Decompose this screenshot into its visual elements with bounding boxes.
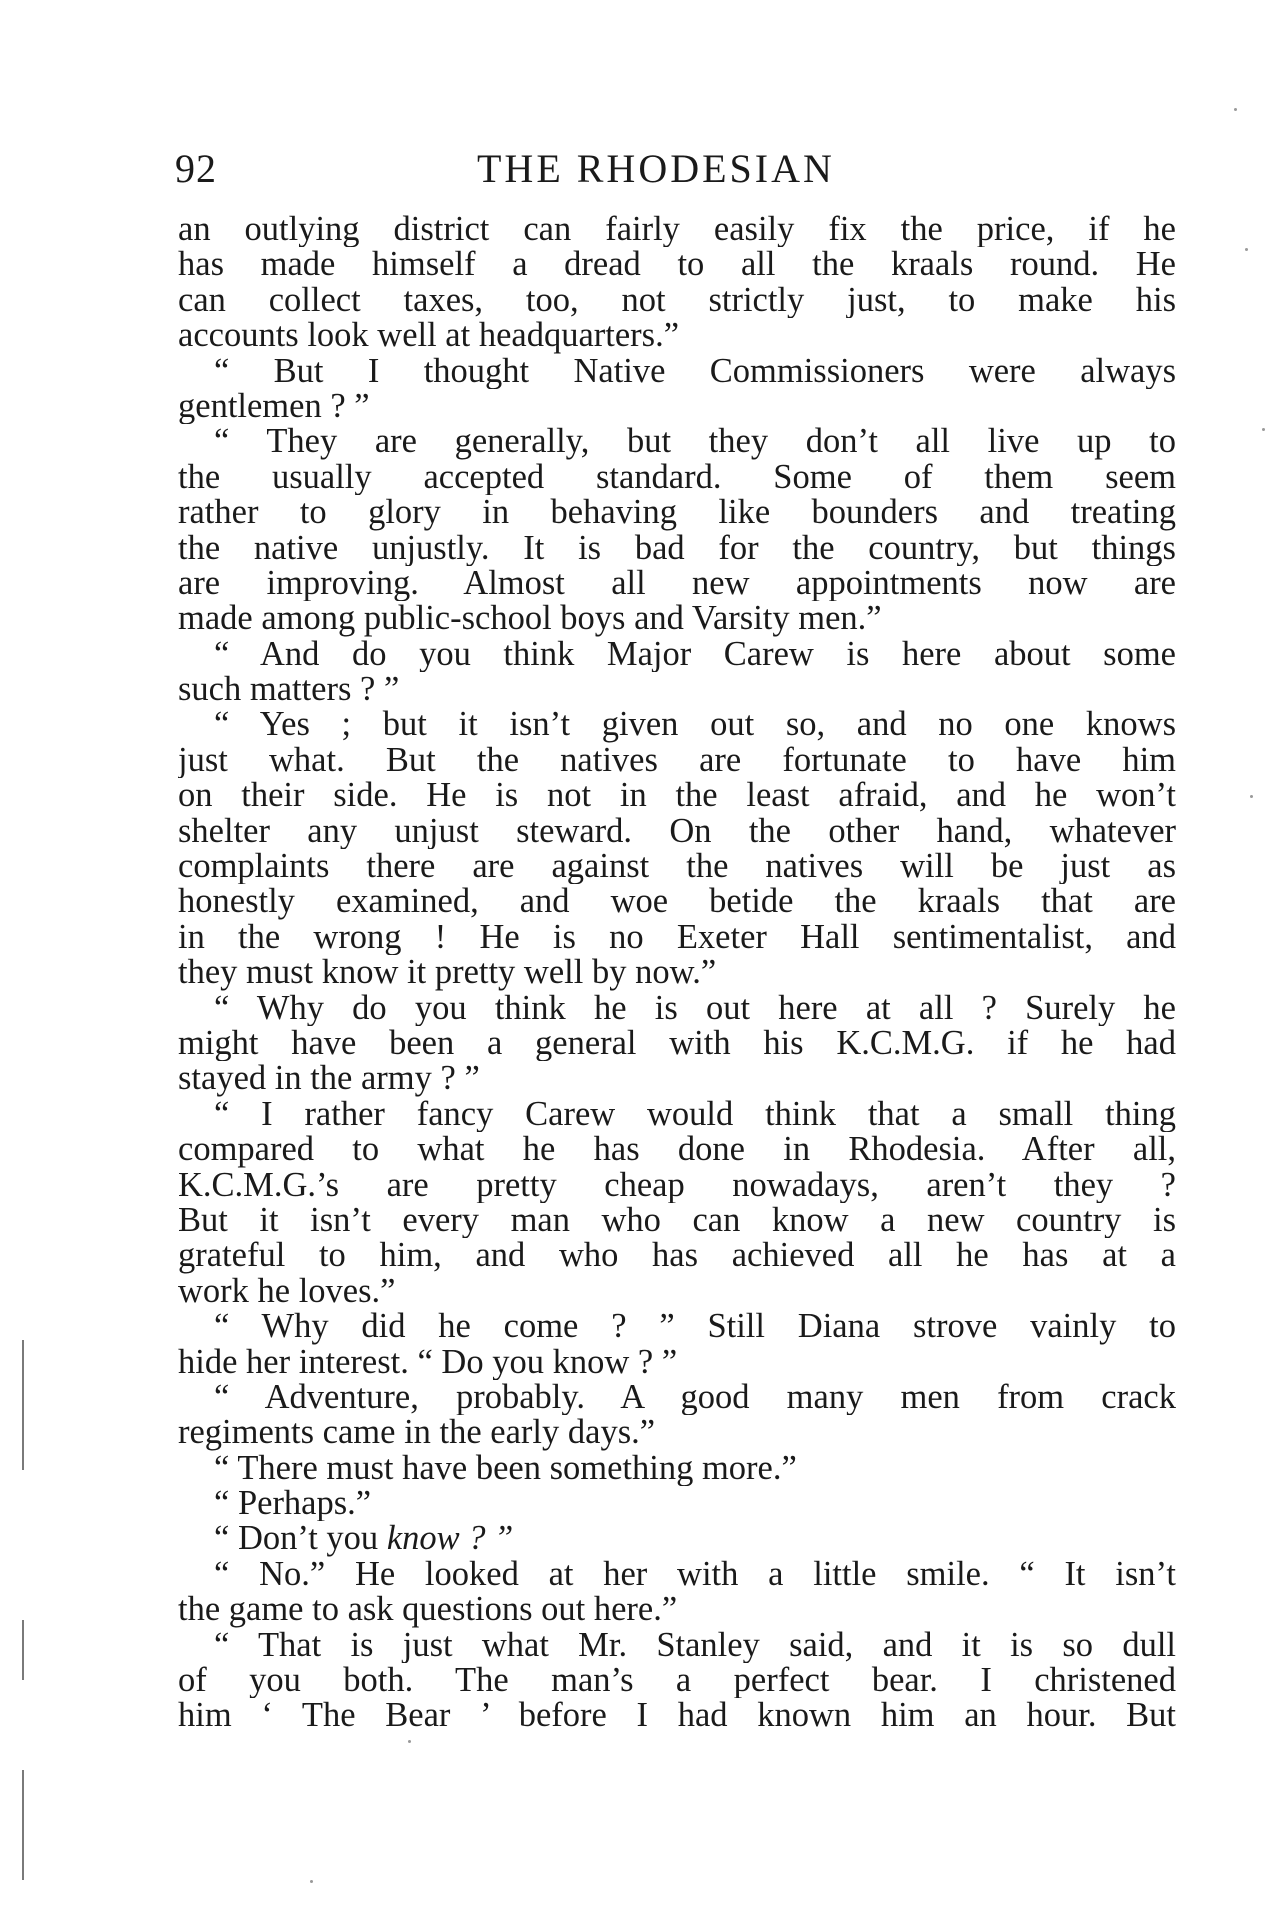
body-text: [178, 212, 1176, 1734]
text-line: can collect taxes, too, not strictly just, to make his: [178, 282, 1176, 319]
binding-rule: [22, 1340, 24, 1470]
text-line: are improving. Almost all new appointments now are: [178, 565, 1176, 602]
text-line: shelter any unjust steward. On the other hand, whatever: [178, 813, 1176, 850]
running-head: [175, 145, 1175, 195]
text-line: But it isn’t every man who can know a new country is: [178, 1202, 1176, 1239]
scan-speck: [1234, 108, 1237, 111]
text-line: compared to what he has done in Rhodesia. After all,: [178, 1132, 1176, 1168]
text-line: they must know it pretty well by now.”: [178, 955, 717, 991]
text-line: an outlying district can fairly easily fix the price, if he: [178, 212, 1176, 248]
text-line: might have been a general with his K.C.M.G. if he had: [178, 1025, 1176, 1062]
text-line: regiments came in the early days.”: [178, 1415, 656, 1451]
text-line: “ There must have been something more.”: [214, 1450, 797, 1487]
scan-speck: [1250, 795, 1253, 798]
text-line: accounts look well at headquarters.”: [178, 318, 680, 354]
text-line: “ And do you think Major Carew is here about some: [214, 636, 1176, 673]
text-line: grateful to him, and who has achieved all he has at a: [178, 1238, 1176, 1274]
binding-rule: [22, 1620, 24, 1680]
text-line: rather to glory in behaving like bounders and treating: [178, 495, 1176, 531]
page-number: 92: [175, 146, 217, 191]
text-line: [178, 1521, 1176, 1556]
text-line: the game to ask questions out here.”: [178, 1592, 678, 1628]
text-line: has made himself a dread to all the kraals round. He: [178, 247, 1176, 283]
scan-speck: [310, 1880, 313, 1883]
text-fragment: “ Don’t you: [214, 1521, 379, 1557]
text-line: “ Adventure, probably. A good many men from crack: [214, 1379, 1176, 1416]
text-line: “ Yes ; but it isn’t given out so, and no one knows: [214, 707, 1176, 743]
text-line: the usually accepted standard. Some of them seem: [178, 459, 1176, 496]
text-line: stayed in the army ? ”: [178, 1061, 480, 1097]
text-line: him ‘ The Bear ’ before I had known him an hour. But: [178, 1698, 1176, 1734]
text-line: work he loves.”: [178, 1273, 396, 1310]
scan-speck: [408, 1740, 411, 1743]
text-line: on their side. He is not in the least afraid, and he won’t: [178, 778, 1176, 814]
text-line: “ But I thought Native Commissioners were always: [214, 353, 1176, 389]
text-line: honestly examined, and woe betide the kraals that are: [178, 884, 1176, 920]
text-line: “ They are generally, but they don’t all live up to: [214, 424, 1176, 460]
text-line: “ Why do you think he is out here at all ? Surely he: [214, 990, 1176, 1026]
text-line: “ That is just what Mr. Stanley said, and it is so dull: [214, 1627, 1176, 1664]
scan-speck: [1262, 428, 1265, 431]
text-line: such matters ? ”: [178, 672, 400, 708]
text-line: hide her interest. “ Do you know ? ”: [178, 1344, 678, 1380]
text-line: “ No.” He looked at her with a little smile. “ It isn’t: [214, 1556, 1176, 1593]
text-line: made among public-school boys and Varsity men.”: [178, 601, 882, 637]
text-line: “ Perhaps.”: [214, 1486, 372, 1522]
text-line: just what. But the natives are fortunate to have him: [178, 742, 1176, 779]
running-title: THE RHODESIAN: [477, 146, 835, 191]
text-line: of you both. The man’s a perfect bear. I christened: [178, 1663, 1176, 1699]
text-line: the native unjustly. It is bad for the country, but things: [178, 530, 1176, 566]
text-line: “ I rather fancy Carew would think that a small thing: [214, 1096, 1176, 1133]
italic-fragment: know ? ”: [386, 1521, 514, 1557]
scan-speck: [1245, 248, 1248, 251]
text-line: gentlemen ? ”: [178, 388, 370, 425]
text-line: “ Why did he come ? ” Still Diana strove vainly to: [214, 1309, 1176, 1345]
text-line: in the wrong ! He is no Exeter Hall sentimentalist, and: [178, 919, 1176, 956]
text-line: complaints there are against the natives will be just as: [178, 849, 1176, 885]
text-line: K.C.M.G.’s are pretty cheap nowadays, aren’t they ?: [178, 1167, 1176, 1203]
binding-rule: [22, 1770, 24, 1880]
